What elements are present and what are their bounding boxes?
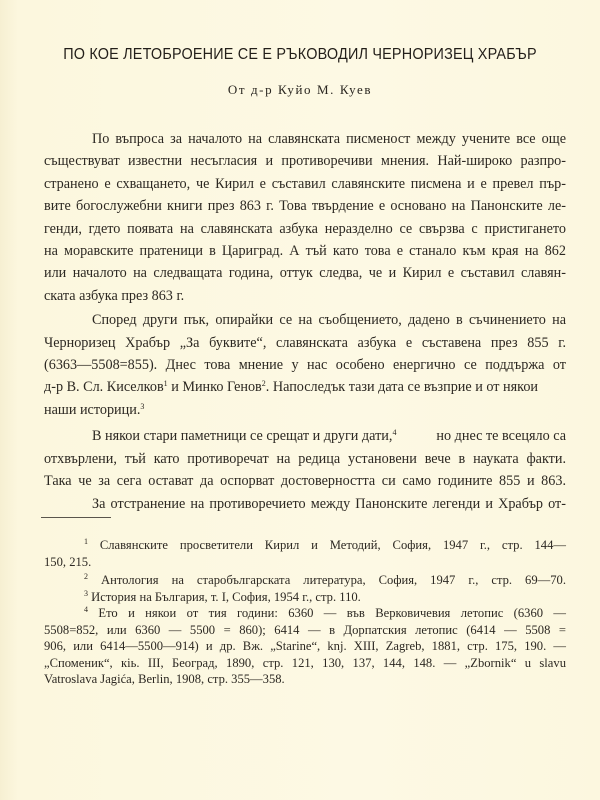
paragraph-1: [44, 128, 566, 307]
text-line: отхвърлени, тъй като противоречат на редица установени вече в науката факти.: [44, 450, 566, 467]
text-line: съществуват известни несъгласия и противоречиви мнения. Най-широко разпро-: [44, 153, 566, 170]
footnote-4: [44, 605, 566, 688]
text-line: [44, 376, 566, 398]
footnote-ref[interactable]: 2: [261, 379, 266, 389]
text-line: странено е схващането, че Кирил е съставил славянските писмена и е превел пър-: [44, 175, 566, 192]
text-line: 906, или 6414—5500—914) и др. Вж. „Starine“, knj. XIII, Zagreb, 1881, стр. 175, 190. —: [44, 639, 566, 653]
paragraph-4: [44, 493, 566, 515]
footnote-divider: [41, 517, 111, 518]
text-line: Черноризец Храбър „За буквите“, славянската азбука е съставена през 855 г.: [44, 334, 566, 351]
footnote-3: [44, 589, 566, 606]
footnote-2: [44, 572, 566, 589]
article-body: [44, 128, 566, 515]
text-line: В някои стари паметници се срещат и други дати,$^4$ но днес те всецяло са: [92, 428, 566, 445]
text-line: (6363—5508=855). Днес това мнение у нас особено енергично се поддържа от: [44, 357, 566, 374]
footnote-ref[interactable]: 1: [163, 379, 168, 389]
article-title: ПО КОЕ ЛЕТОБРОЕНИЕ СЕ Е РЪКОВОДИЛ ЧЕРНОРИЗЕЦ ХРАБЪР: [63, 46, 537, 63]
text-line: Според други пък, опирайки се на съобщението, дадено в съчинението на: [92, 312, 566, 329]
text-line: 5508=852, или 6360 — 5500 = 860); 6414 — в Дорпатския летопис (6414 — 5508 =: [44, 622, 566, 637]
article-byline: От д-р Куйо М. Куев: [227, 82, 373, 97]
text-line: 150, 215.: [44, 554, 92, 569]
footnotes: [44, 537, 566, 688]
text-line: По въпроса за началото на славянската писменост между учените все още: [92, 131, 566, 147]
text-line: вите богослужебни книги през 863 г. Това твърдение е основано на Панонските ле-: [44, 198, 566, 215]
text-line: $^2$ Антология на старобългарската литература, София, 1947 г., стр. 69—70.: [84, 572, 566, 587]
text-line: $^1$ Славянските просветители Кирил и Методий, София, 1947 г., стр. 144—: [84, 537, 566, 552]
text-line: Vatroslava Jagića, Berlin, 1908, стр. 355—358.: [44, 672, 285, 686]
text-line: $^3$ История на България, т. I, София, 1954 г., стр. 110.: [84, 588, 361, 604]
footnote-1: [44, 537, 566, 570]
text-line: За отстранение на противоречието между Панонските легенди и Храбър от-: [92, 495, 566, 512]
footnote-ref[interactable]: 3: [140, 401, 145, 411]
footnote-ref[interactable]: 4: [392, 428, 397, 438]
text-line: наши историци.$^3$: [44, 401, 145, 418]
text-line: генди, гдето появата на славянската азбука неразделно се свързва с пристигането: [44, 220, 566, 237]
text-line: „Споменик“, кiь. III, Београд, 1890, стр. 121, 130, 137, 144, 148. — „Zbornik“ u slavu: [44, 655, 566, 670]
text-line: $^4$ Ето и някои от тия години: 6360 — във Верковичевия летопис (6360 —: [84, 605, 566, 620]
text-line: или началото на следващата година, оттук следва, че и Кирил е съставил славян-: [44, 265, 566, 282]
text-line: ската азбука през 863 г.: [44, 287, 185, 304]
paragraph-2: [44, 309, 566, 421]
text-line: Така че за сега остават да оспорват достоверността си само годините 855 и 863.: [44, 473, 566, 490]
text-line: на моравските пратеници в Цариград. А тъй като това е станало към края на 862: [44, 243, 566, 260]
paragraph-3: [44, 425, 566, 492]
text-segment: д-р В. Сл. Киселков$^1$ и Минко Генов$^2$. Напоследък тази дата се възприе и от някои: [44, 379, 539, 396]
